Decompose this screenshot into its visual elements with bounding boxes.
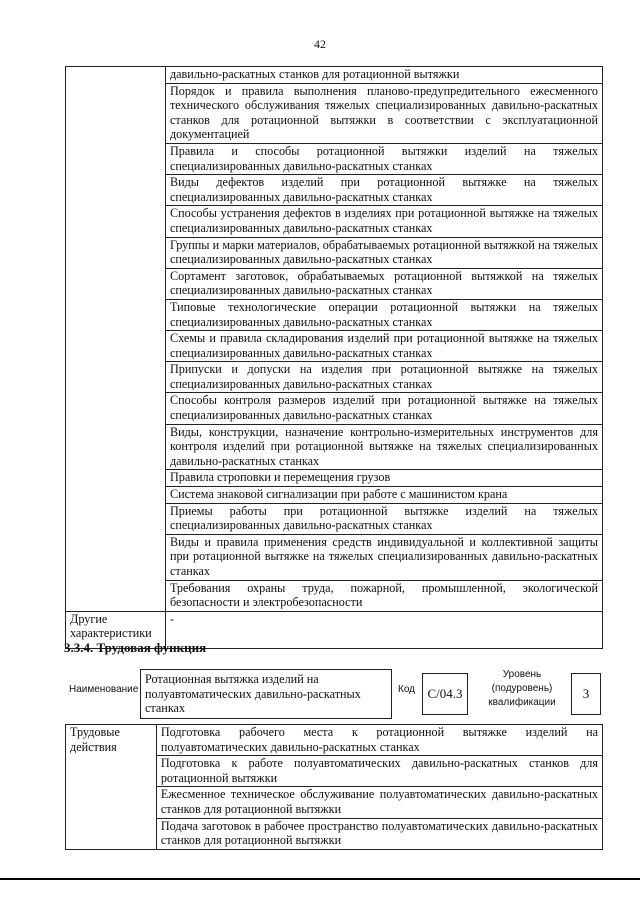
knowledge-table [65,66,603,649]
knowledge-row [66,67,603,84]
knowledge-item-cell [165,487,602,504]
knowledge-label-cell [66,67,166,612]
knowledge-item-cell [165,175,602,206]
labor-action-item-cell [156,787,602,818]
labor-action-item-cell [156,818,602,849]
code-value: C/04.3 [427,686,463,701]
other-characteristics-value: - [169,611,174,626]
knowledge-item: Виды дефектов изделий при ротационной вытяжке на тяжелых специализированных давильно-раскатных станках [169,175,598,204]
labor-action-item-cell [156,756,602,787]
knowledge-item: давильно-раскатных станков для ротационной вытяжки [169,67,460,81]
code-box [422,673,468,715]
level-box [571,673,601,715]
name-label: Наименование [69,684,139,695]
knowledge-item-cell [165,503,602,534]
knowledge-item-cell [165,580,602,611]
knowledge-item: Припуски и допуски на изделия при ротационной вытяжке на тяжелых специализированных давильно-раскатных станках [169,362,598,391]
knowledge-item: Требования охраны труда, пожарной, промышленной, экологической безопасности и электробезопасности [169,580,598,610]
knowledge-item-cell [165,83,602,143]
labor-action-item-cell [156,725,602,756]
knowledge-item: Группы и марки материалов, обрабатываемых ротационной вытяжкой на тяжелых специализированных давильно-раскатных станках [169,237,598,267]
knowledge-item-cell [165,237,602,268]
knowledge-item-cell [165,331,602,362]
labor-action-item: Подготовка к работе полуавтоматических давильно-раскатных станков для ротационной вытяжки [160,756,598,785]
knowledge-item-cell [165,67,602,84]
labor-action-item: Подача заготовок в рабочее пространство полуавтоматических давильно-раскатных станков для ротационной вытяжки [160,818,598,848]
knowledge-item: Сортамент заготовок, обрабатываемых ротационной вытяжкой на тяжелых специализированных давильно-раскатных станках [169,268,598,298]
knowledge-item-cell [165,206,602,237]
knowledge-item-cell [165,534,602,580]
labor-action-item: Ежесменное техническое обслуживание полуавтоматических давильно-раскатных станков для ротационной вытяжки [160,787,598,816]
knowledge-item: Правила строповки и перемещения грузов [169,470,391,485]
level-label: Уровень (подуровень) квалификации [488,669,556,708]
function-name-box [140,669,392,719]
labor-actions-table [65,724,603,850]
knowledge-item-cell [165,393,602,424]
code-label: Код [398,684,416,695]
other-characteristics-value-cell [165,611,602,648]
page-bottom-rule [0,878,640,880]
knowledge-item: Порядок и правила выполнения планово-предупредительного ежесменного технического обслуживания тяжелых специализированных давильно-раскатных станков для ротационной вытяжки в соответствии с эксплуатационной документацией [169,83,598,142]
labor-actions-label-cell [66,725,157,850]
function-name-value: Ротационная вытяжка изделий на полуавтоматических давильно-раскатных станках [145,672,361,716]
other-characteristics-label: Другие характеристики [70,611,152,641]
knowledge-item: Способы устранения дефектов в изделиях при ротационной вытяжке на тяжелых специализированных давильно-раскатных станках [169,206,598,235]
knowledge-item: Типовые технологические операции ротационной вытяжки на тяжелых специализированных давильно-раскатных станках [169,299,598,329]
knowledge-item-cell [165,299,602,330]
knowledge-item: Виды и правила применения средств индивидуальной и коллективной защиты при ротационной вытяжке на тяжелых специализированных давильно-раскатных станках [169,534,598,578]
knowledge-item-cell [165,143,602,174]
knowledge-item: Схемы и правила складирования изделий при ротационной вытяжке на тяжелых специализированных давильно-раскатных станках [169,331,598,360]
knowledge-item-cell [165,424,602,470]
section-heading: 3.3.4. Трудовая функция [64,640,207,655]
knowledge-item: Приемы работы при ротационной вытяжке изделий на тяжелых специализированных давильно-раскатных станках [169,503,598,533]
knowledge-item: Система знаковой сигнализации при работе с машинистом крана [169,487,508,502]
knowledge-item: Виды, конструкции, назначение контрольно-измерительных инструментов для контроля изделий при ротационной вытяжке на тяжелых специализированных давильно-раскатных станках [169,424,598,468]
labor-action-item: Подготовка рабочего места к ротационной вытяжке изделий на полуавтоматических давильно-раскатных станках [160,725,598,754]
labor-actions-label: Трудовые действия [70,725,120,754]
knowledge-item-cell [165,362,602,393]
labor-action-row [66,725,603,756]
page-number: 42 [314,37,326,51]
knowledge-item: Правила и способы ротационной вытяжки изделий на тяжелых специализированных давильно-раскатных станках [169,143,598,173]
level-value: 3 [582,686,590,701]
knowledge-item: Способы контроля размеров изделий при ротационной вытяжке на тяжелых специализированных давильно-раскатных станках [169,393,598,423]
knowledge-item-cell [165,268,602,299]
knowledge-item-cell [165,470,602,487]
